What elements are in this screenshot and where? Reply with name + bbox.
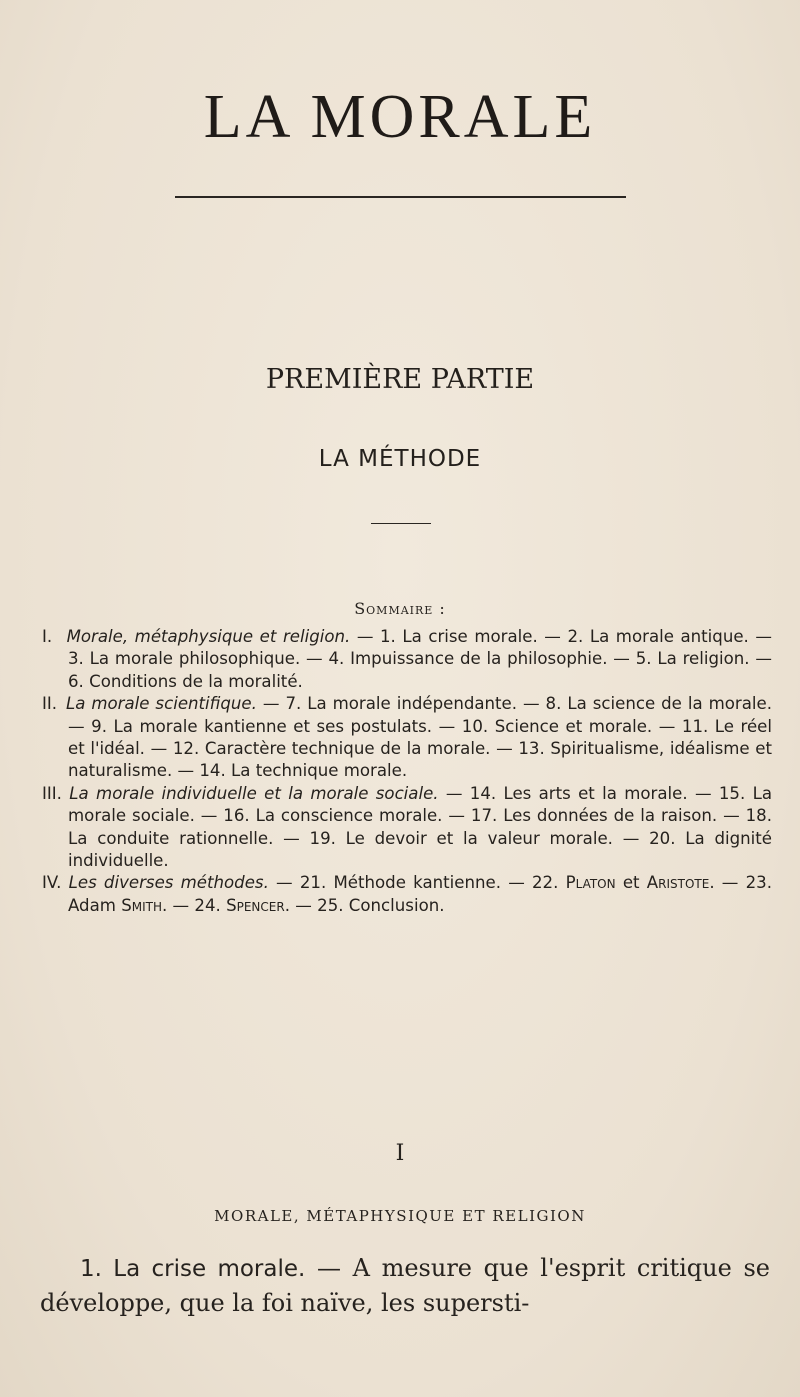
entry-title: Morale, métaphysique et religion. [66,627,351,646]
entry-text: — 1. La crise morale. — 2. La morale antique. — 3. La morale philosophique. — 4. Impuissance de la philosophie. — 5. La religion. — 6. Conditions de la moralité. [68,627,772,691]
body-paragraph [40,1251,770,1320]
summary-entry [42,693,772,783]
entry-text: . — 23. Adam [68,873,772,915]
entry-title: La morale scientifique. [65,694,257,714]
entry-title: La morale individuelle et la morale sociale. [69,783,439,803]
author-name: Spencer [226,895,285,915]
summary-label: Sommaire : [354,599,446,618]
summary-list [42,626,772,917]
entry-text: — 7. La morale indépendante. — 8. La science de la morale. — 9. La morale kantienne et ses postulats. — 10. Science et morale. — 11. Le réel et l'idéal. — 12. Caractère technique de la morale. — 13. Spiritualisme, idéalisme et naturalisme. — 14. La technique morale. [68,694,772,781]
section-divider [371,523,431,524]
author-name: Platon [565,873,616,893]
entry-numeral: III. [42,783,62,803]
entry-numeral: II. [42,694,58,714]
section-heading: 1. La crise morale. [80,1256,306,1282]
author-name: Smith [121,895,162,915]
entry-title: Les diverses méthodes. [68,873,269,893]
summary-entry [42,626,772,693]
entry-numeral: I. [42,627,53,646]
part-title: PREMIÈRE PARTIE [265,364,535,395]
entry-text: . — 24. [161,895,227,915]
paragraph-text: — A mesure que l'esprit critique se développe, que la foi naïve, les supersti- [40,1254,770,1317]
part-subtitle: LA MÉTHODE [318,446,482,472]
summary-entry [42,783,772,873]
entry-text: . — 25. Conclusion. [284,895,445,915]
header-rule [175,196,626,198]
entry-text: et [615,873,647,893]
body-text [40,1251,770,1320]
entry-text: — 14. Les arts et la morale. — 15. La morale sociale. — 16. La conscience morale. — 17. Les données de la raison. — 18. La conduite rationnelle. — 19. Le devoir et la valeur morale. — 20. La dignité individuelle. [68,783,772,871]
chapter-title: MORALE, MÉTAPHYSIQUE ET RELIGION [214,1207,586,1225]
summary-entry [42,872,772,917]
author-name: Aristote [646,873,710,893]
entry-numeral: IV. [42,873,62,893]
chapter-number: I [395,1141,405,1166]
running-title: LA MORALE [203,83,597,151]
entry-text: — 21. Méthode kantienne. — 22. [268,873,566,893]
